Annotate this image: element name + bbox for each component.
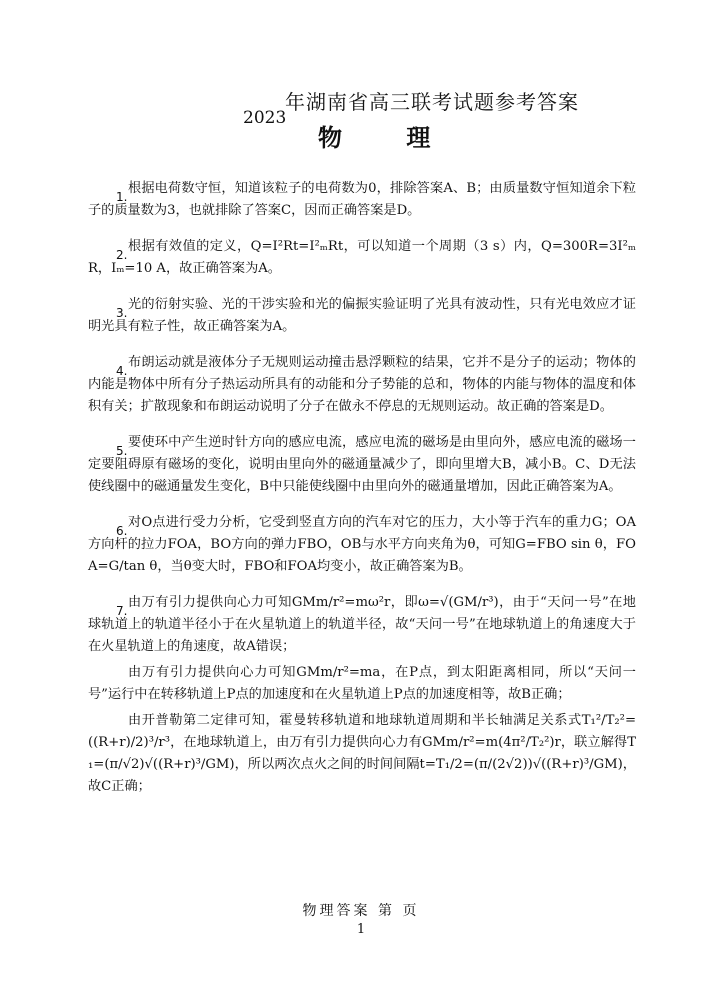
answer-text: 布朗运动就是液体分子无规则运动撞击悬浮颗粒的结果，它并不是分子的运动；物体的内能是物体中所有分子热运动所具有的动能和分子势能的总和，物体的内能与物体的温度和体积有关；扩散现象和布朗运动说明了分子在做永不停息的无规则运动。故正确的答案是D。: [88, 355, 636, 414]
answer-text: 根据电荷数守恒，知道该粒子的电荷数为0，排除答案A、B；由质量数守恒知道余下粒子的质量数为3，也就排除了答案C，因而正确答案是D。: [88, 181, 636, 218]
page-title: 年湖南省高三联考试题参考答案: [285, 90, 579, 114]
question-number: 4.: [116, 364, 128, 378]
answer-item: [88, 294, 636, 338]
page-footer: [0, 900, 722, 937]
answer-item-7: [88, 592, 636, 798]
answer-text: 由万有引力提供向心力可知GMm/r²=mω²r，即ω=√(GM/r³)，由于“天问一号”在地球轨道上的轨道半径小于在火星轨道上的轨道半径，故“天问一号”在地球轨道上的角速度大于在火星轨道上的角速度，故A错误；: [88, 595, 636, 654]
question-number: 5.: [116, 444, 128, 458]
question-number: 3.: [116, 306, 128, 320]
question-number: 2.: [116, 248, 128, 262]
answer-item: [88, 352, 636, 418]
footer-text: 物理答案 第 页: [302, 903, 420, 919]
question-number: 7.: [116, 604, 128, 618]
page-number: 1: [356, 922, 366, 937]
question-number: 1.: [116, 190, 128, 204]
answer-text: 要使环中产生逆时针方向的感应电流，感应电流的磁场是由里向外，感应电流的磁场一定要阻碍原有磁场的变化，说明由里向外的磁通量减少了，即向里增大B，减小B。C、D无法使线圈中的磁通量发生变化，B中只能使线圈中由里向外的磁通量增加，因此正确答案为A。: [88, 435, 636, 494]
answer-text: 根据有效值的定义，Q=I²Rt=I²ₘRt，可以知道一个周期（3 s）内，Q=300R=3I²ₘR，Iₘ=10 A，故正确答案为A。: [88, 239, 636, 276]
answer-text: 对O点进行受力分析，它受到竖直方向的汽车对它的压力，大小等于汽车的重力G；OA方向杆的拉力FOA，BO方向的弹力FBO，OB与水平方向夹角为θ，可知G=FBO sin θ，FOA=G/tan θ，当θ变大时，FBO和FOA均变小，故正确答案为B。: [88, 515, 636, 574]
answer-item: [88, 512, 636, 578]
answer-item: [88, 236, 636, 280]
answer-text: 由万有引力提供向心力可知GMm/r²=ma，在P点，到太阳距离相同，所以“天问一号”运行中在转移轨道上P点的加速度和在火星轨道上P点的加速度相等，故B正确；: [88, 665, 636, 702]
page-header: [0, 0, 722, 160]
answer-text: 光的衍射实验、光的干涉实验和光的偏振实验证明了光具有波动性，只有光电效应才证明光具有粒子性，故正确答案为A。: [88, 297, 636, 334]
answer-item: [88, 178, 636, 222]
answer-content: [88, 178, 636, 812]
answer-item: [88, 432, 636, 498]
subject-title: 物 理: [318, 123, 459, 152]
answer-text: 由开普勒第二定律可知，霍曼转移轨道和地球轨道周期和半长轴满足关系式T₁²/T₂²=((R+r)/2)³/r³，在地球轨道上，由万有引力提供向心力有GMm/r²=m(4π²/T₂²)r，联立解得T₁=(π/√2)√((R+r)³/GM)，所以两次点火之间的时间间隔t=T₁/2=(π/(2√2))√((R+r)³/GM)，故C正确；: [88, 713, 636, 794]
year-label: 2023: [243, 108, 287, 128]
question-number: 6.: [116, 524, 128, 538]
